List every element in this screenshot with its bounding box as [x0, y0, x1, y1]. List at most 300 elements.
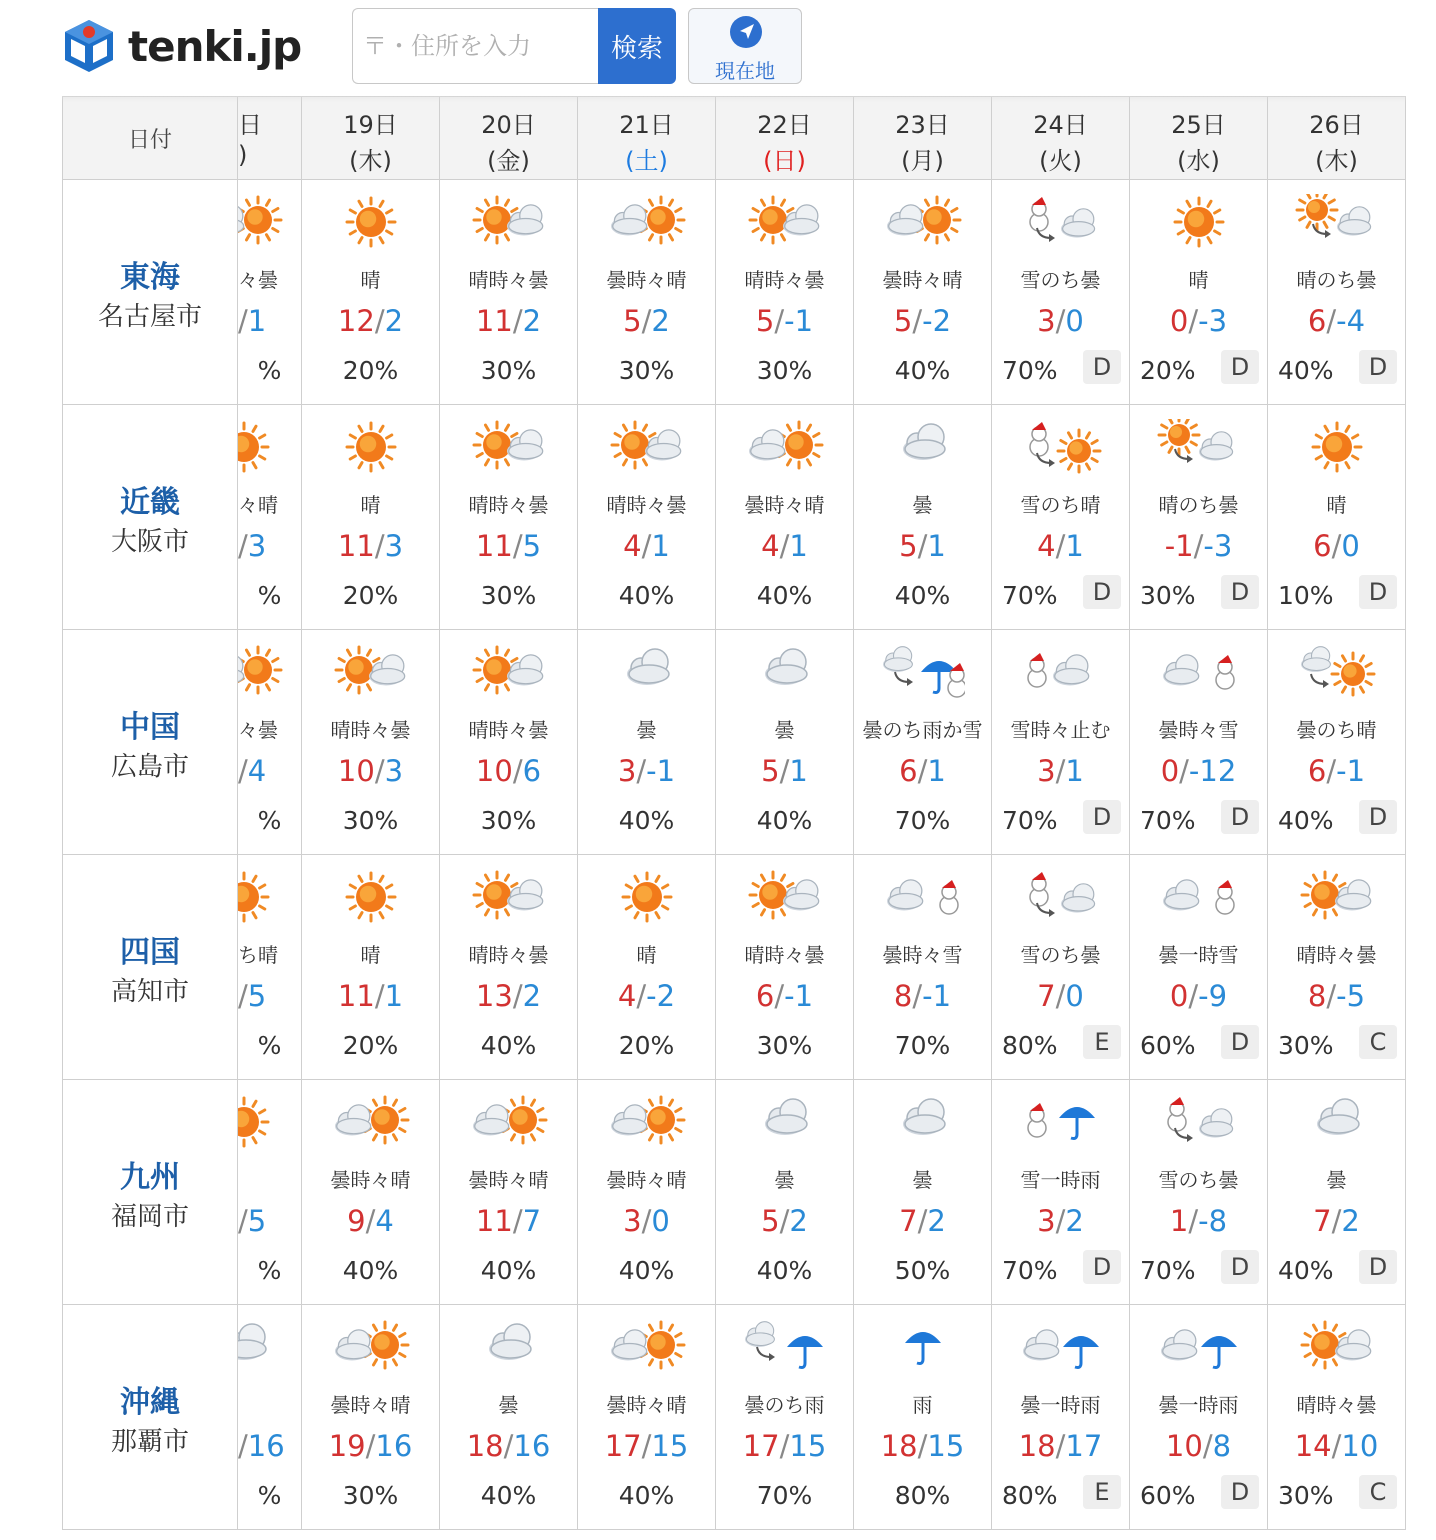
cloud-weather-icon: [605, 644, 689, 700]
search-button[interactable]: 検索: [598, 8, 676, 84]
region-name[interactable]: 沖縄: [120, 1385, 180, 1420]
day-header: [440, 96, 578, 180]
temperature: [238, 304, 266, 338]
weather-condition: 曇: [912, 493, 933, 517]
forecast-cell: [302, 855, 440, 1080]
precip-probability: 40%: [342, 1256, 399, 1285]
forecast-cell: [578, 855, 716, 1080]
temp-low: -8: [1198, 1204, 1228, 1238]
precip-probability: 70%: [1002, 581, 1058, 610]
temp-high: 11: [475, 529, 513, 563]
temp-separator: /: [238, 754, 248, 788]
temp-separator: /: [917, 1429, 928, 1463]
temp-high: 6: [899, 754, 918, 788]
reliability-badge: D: [1083, 350, 1121, 384]
temperature: [238, 1204, 266, 1238]
temp-high: 18: [1018, 1429, 1056, 1463]
temp-high: 10: [337, 754, 375, 788]
sun-cloud-weather-icon: [743, 869, 827, 925]
temp-separator: /: [503, 1429, 514, 1463]
precip-probability: %: [257, 1256, 282, 1285]
temp-high: 7: [899, 1204, 918, 1238]
temp-low: -1: [784, 304, 814, 338]
temperature: [716, 754, 853, 788]
region-label[interactable]: [62, 855, 238, 1080]
day-of-week: ): [238, 141, 248, 169]
temp-high: 5: [623, 304, 642, 338]
region-name[interactable]: 中国: [120, 710, 180, 745]
forecast-cell: [992, 855, 1130, 1080]
weather-condition: 晴時々曇: [1296, 943, 1377, 967]
forecast-cell: [302, 1080, 440, 1305]
precip-probability: %: [257, 356, 282, 385]
temp-low: 3: [384, 754, 404, 788]
temp-separator: /: [779, 529, 790, 563]
temp-high: 18: [880, 1429, 918, 1463]
logo-text: tenki.jp: [128, 21, 302, 71]
forecast-cell: [992, 180, 1130, 405]
reliability-badge: D: [1221, 1250, 1259, 1284]
region-city: 福岡市: [110, 1202, 189, 1232]
temperature: [578, 304, 715, 338]
forecast-cell: [578, 1305, 716, 1530]
weather-condition: 曇のち雨: [744, 1393, 825, 1417]
precip-probability: 40%: [618, 1256, 675, 1285]
temp-low: 1: [1065, 754, 1084, 788]
weather-condition: 曇時々晴: [330, 1168, 411, 1192]
temp-low: 2: [1065, 1204, 1084, 1238]
snow-rain-weather-icon: [1019, 1094, 1103, 1150]
weather-condition: 曇時々晴: [606, 1393, 687, 1417]
temp-low: 1: [651, 529, 670, 563]
cloud-sun-weather-icon: [238, 194, 286, 250]
temp-high: 5: [893, 304, 913, 338]
temp-low: 5: [247, 979, 267, 1013]
temp-high: 3: [1037, 304, 1056, 338]
forecast-cell: [992, 1080, 1130, 1305]
reliability-badge: D: [1221, 575, 1259, 609]
temperature: [1268, 1429, 1405, 1463]
reliability-badge: D: [1221, 350, 1259, 384]
temperature: [578, 754, 715, 788]
temperature: [1130, 979, 1267, 1013]
snow-then-cloud-weather-icon: [1019, 194, 1103, 250]
weather-condition: 晴: [360, 493, 381, 517]
temp-separator: /: [1055, 1204, 1066, 1238]
forecast-cell: [854, 630, 992, 855]
forecast-cell: [716, 1080, 854, 1305]
day-date: 23日: [895, 111, 950, 139]
forecast-cell: [992, 630, 1130, 855]
temp-separator: /: [374, 979, 385, 1013]
temperature: [440, 979, 577, 1013]
forecast-cell: [238, 855, 302, 1080]
temp-high: 11: [475, 1204, 513, 1238]
cloud-weather-icon: [743, 644, 827, 700]
temp-high: 17: [742, 1429, 780, 1463]
cloud-then-rainsnow-weather-icon: [881, 644, 965, 700]
temp-low: 2: [522, 304, 542, 338]
forecast-cell: [1268, 405, 1406, 630]
temperature: [992, 754, 1129, 788]
cloud-sun-weather-icon: [238, 644, 286, 700]
precip-probability: 80%: [1002, 1481, 1058, 1510]
reliability-badge: D: [1359, 350, 1397, 384]
forecast-cell: [440, 855, 578, 1080]
temp-low: 5: [247, 1204, 267, 1238]
weather-condition: 晴: [360, 943, 381, 967]
temp-low: 3: [384, 529, 404, 563]
temperature: [1268, 1204, 1405, 1238]
temp-separator: /: [1326, 754, 1337, 788]
temperature: [440, 304, 577, 338]
weather-condition: 々晴: [238, 493, 278, 517]
forecast-cell: [1130, 1305, 1268, 1530]
temp-high: 17: [604, 1429, 642, 1463]
temp-low: 0: [1065, 979, 1084, 1013]
reliability-badge: D: [1221, 1475, 1259, 1509]
temp-separator: /: [238, 529, 248, 563]
temperature: [992, 1429, 1129, 1463]
sun-weather-icon: [605, 869, 689, 925]
temperature: [1268, 979, 1405, 1013]
precip-probability: 50%: [894, 1256, 951, 1285]
temperature: [854, 1429, 991, 1463]
sun-cloud-weather-icon: [1295, 1319, 1379, 1375]
weather-condition: 曇時々晴: [468, 1168, 549, 1192]
forecast-cell: [440, 1305, 578, 1530]
location-arrow-icon: [729, 15, 763, 49]
temp-low: 2: [789, 1204, 808, 1238]
weather-condition: 曇時々晴: [606, 268, 687, 292]
precip-probability: 60%: [1140, 1031, 1196, 1060]
weather-condition: 曇一時雪: [1158, 943, 1239, 967]
temp-high: 6: [1307, 754, 1327, 788]
temp-separator: /: [1055, 529, 1066, 563]
temp-separator: /: [238, 1204, 248, 1238]
forecast-cell: [440, 630, 578, 855]
forecast-cell: [854, 1080, 992, 1305]
temp-low: 1: [247, 304, 267, 338]
snow-then-cloud-weather-icon: [1019, 869, 1103, 925]
current-location-label: 現在地: [715, 59, 775, 83]
forecast-cell: [440, 1080, 578, 1305]
temp-low: 15: [651, 1429, 689, 1463]
temp-low: -1: [784, 979, 814, 1013]
temp-low: 1: [927, 754, 946, 788]
temp-separator: /: [512, 754, 523, 788]
temp-separator: /: [774, 979, 785, 1013]
temp-low: 16: [513, 1429, 551, 1463]
precip-probability: 60%: [1140, 1481, 1196, 1510]
forecast-cell: [992, 1305, 1130, 1530]
temperature: [1130, 754, 1267, 788]
forecast-cell: [1130, 180, 1268, 405]
precip-probability: 40%: [1278, 1256, 1334, 1285]
precip-probability: 20%: [342, 581, 399, 610]
date-header: 日付: [62, 96, 238, 180]
day-date: 20日: [481, 111, 536, 139]
temp-high: 7: [1037, 979, 1056, 1013]
sun-weather-icon: [1157, 194, 1241, 250]
region-name[interactable]: 近畿: [120, 485, 180, 520]
temp-separator: /: [238, 304, 248, 338]
temperature: [238, 529, 266, 563]
forecast-cell: [1268, 855, 1406, 1080]
day-of-week: (日): [763, 147, 806, 175]
temp-high: 4: [623, 529, 642, 563]
temp-low: 5: [522, 529, 542, 563]
precip-probability: 40%: [480, 1481, 537, 1510]
weather-condition: 曇時々雪: [1158, 718, 1239, 742]
cloud-then-sun-weather-icon: [1295, 644, 1379, 700]
day-of-week: (金): [487, 147, 530, 175]
temp-high: 11: [337, 979, 375, 1013]
temperature: [716, 304, 853, 338]
temp-low: 1: [789, 529, 808, 563]
cloud-weather-icon: [238, 1319, 286, 1375]
temp-high: 18: [466, 1429, 504, 1463]
region-label[interactable]: [62, 630, 238, 855]
temp-high: 5: [899, 529, 918, 563]
region-name[interactable]: 四国: [120, 935, 180, 970]
forecast-cell: [716, 180, 854, 405]
reliability-badge: C: [1359, 1025, 1397, 1059]
day-date: 22日: [757, 111, 812, 139]
weather-condition: 雪のち曇: [1158, 1168, 1239, 1192]
region-city: 大阪市: [110, 527, 189, 557]
region-name[interactable]: 九州: [120, 1160, 180, 1195]
day-date: 19日: [343, 111, 398, 139]
temp-low: -4: [1336, 304, 1366, 338]
precip-probability: 40%: [480, 1256, 537, 1285]
precip-probability: 40%: [894, 356, 951, 385]
reliability-badge: D: [1083, 800, 1121, 834]
precip-probability: 40%: [756, 581, 813, 610]
cloud-sun-weather-icon: [605, 1094, 689, 1150]
temperature: [854, 1204, 991, 1238]
precip-probability: %: [257, 1031, 282, 1060]
temperature: [716, 529, 853, 563]
precip-probability: 70%: [1002, 356, 1058, 385]
weather-condition: 晴: [360, 268, 381, 292]
temp-low: 16: [375, 1429, 413, 1463]
temp-high: 5: [761, 1204, 780, 1238]
temp-high: 10: [475, 754, 513, 788]
sun-weather-icon: [238, 1094, 286, 1150]
weather-condition: 晴のち曇: [1158, 493, 1239, 517]
region-label[interactable]: [62, 1305, 238, 1530]
cloud-snow-weather-icon: [1157, 644, 1241, 700]
day-date: 25日: [1171, 111, 1226, 139]
weather-condition: 晴時々曇: [468, 943, 549, 967]
precip-probability: 40%: [756, 1256, 813, 1285]
sun-then-cloud-weather-icon: [1295, 194, 1379, 250]
temp-low: -1: [922, 979, 952, 1013]
temp-separator: /: [1331, 1204, 1342, 1238]
forecast-cell: [302, 405, 440, 630]
forecast-cell: [238, 1080, 302, 1305]
temp-separator: /: [779, 754, 790, 788]
temperature: [302, 754, 439, 788]
temp-separator: /: [779, 1429, 790, 1463]
temp-high: 0: [1169, 979, 1189, 1013]
temp-low: -2: [646, 979, 676, 1013]
weather-condition: 雨: [912, 1393, 933, 1417]
sun-cloud-weather-icon: [605, 419, 689, 475]
temp-low: 7: [522, 1204, 542, 1238]
weather-condition: 雪のち曇: [1020, 943, 1101, 967]
logo-icon: [60, 17, 118, 75]
temp-separator: /: [238, 1429, 248, 1463]
temp-high: 6: [1313, 529, 1332, 563]
weekly-forecast-table: [62, 96, 1406, 1532]
precip-probability: 40%: [1278, 806, 1334, 835]
temp-high: 7: [1313, 1204, 1332, 1238]
temp-high: 3: [1037, 1204, 1056, 1238]
temp-low: -3: [1203, 529, 1233, 563]
temp-low: -3: [1198, 304, 1228, 338]
weather-condition: 曇時々晴: [606, 1168, 687, 1192]
cloud-snow-weather-icon: [1157, 869, 1241, 925]
forecast-cell: [1130, 630, 1268, 855]
weather-condition: 曇時々晴: [882, 268, 963, 292]
reliability-badge: D: [1359, 1250, 1397, 1284]
cloud-weather-icon: [467, 1319, 551, 1375]
temp-low: 0: [1341, 529, 1360, 563]
cloud-weather-icon: [881, 419, 965, 475]
temp-separator: /: [636, 754, 647, 788]
temperature: [1268, 754, 1405, 788]
temp-high: 8: [893, 979, 913, 1013]
rain-weather-icon: [881, 1319, 965, 1375]
region-city: 名古屋市: [97, 302, 202, 332]
region-label[interactable]: [62, 405, 238, 630]
tenki-logo[interactable]: [60, 14, 301, 78]
temperature: [238, 979, 266, 1013]
region-label[interactable]: [62, 1080, 238, 1305]
temp-separator: /: [641, 529, 652, 563]
temp-high: 14: [1294, 1429, 1332, 1463]
temp-high: 5: [761, 754, 780, 788]
temp-separator: /: [636, 979, 647, 1013]
temperature: [992, 529, 1129, 563]
precip-probability: 70%: [894, 1031, 951, 1060]
precip-probability: 40%: [618, 581, 675, 610]
temp-low: 4: [247, 754, 267, 788]
region-name[interactable]: 東海: [120, 260, 180, 295]
temperature: [1130, 529, 1267, 563]
temp-high: 4: [1037, 529, 1056, 563]
day-of-week: (土): [625, 147, 668, 175]
temp-high: 11: [475, 304, 513, 338]
precip-probability: 80%: [1002, 1031, 1058, 1060]
temp-high: 10: [1165, 1429, 1203, 1463]
precip-probability: 70%: [1002, 1256, 1058, 1285]
sun-cloud-weather-icon: [743, 194, 827, 250]
weather-condition: 晴時々曇: [744, 268, 825, 292]
forecast-cell: [578, 180, 716, 405]
precip-probability: 30%: [342, 806, 399, 835]
current-location-button[interactable]: [688, 8, 802, 84]
temp-low: 15: [789, 1429, 827, 1463]
temp-low: 2: [522, 979, 542, 1013]
forecast-cell: [302, 1305, 440, 1530]
temp-high: 0: [1160, 754, 1180, 788]
temp-separator: /: [1179, 754, 1189, 788]
forecast-cell: [238, 405, 302, 630]
temperature: [992, 979, 1129, 1013]
temp-high: 6: [755, 979, 775, 1013]
temp-separator: /: [912, 304, 923, 338]
forecast-cell: [716, 630, 854, 855]
temp-low: -5: [1336, 979, 1366, 1013]
sun-cloud-weather-icon: [467, 194, 551, 250]
region-city: 広島市: [110, 752, 189, 782]
precip-probability: 30%: [1140, 581, 1196, 610]
forecast-cell: [238, 630, 302, 855]
temp-high: 4: [761, 529, 780, 563]
temp-high: 6: [1307, 304, 1327, 338]
temperature: [302, 1204, 439, 1238]
forecast-cell: [1130, 1080, 1268, 1305]
reliability-badge: D: [1359, 575, 1397, 609]
day-of-week: (木): [1315, 147, 1358, 175]
temp-low: 1: [789, 754, 808, 788]
weather-condition: 雪一時雨: [1020, 1168, 1101, 1192]
weather-condition: 曇: [774, 1168, 795, 1192]
temp-separator: /: [512, 1204, 523, 1238]
temp-low: 6: [522, 754, 542, 788]
precip-probability: 30%: [1278, 1031, 1334, 1060]
snow-then-sun-weather-icon: [1019, 419, 1103, 475]
cloud-rain-weather-icon: [1157, 1319, 1241, 1375]
temperature: [302, 979, 439, 1013]
temp-low: 15: [927, 1429, 965, 1463]
temp-separator: /: [641, 1204, 652, 1238]
day-header: [854, 96, 992, 180]
sun-cloud-weather-icon: [1295, 869, 1379, 925]
weather-condition: 曇一時雨: [1020, 1393, 1101, 1417]
temp-separator: /: [1331, 529, 1342, 563]
temperature: [302, 1429, 439, 1463]
sun-weather-icon: [1295, 419, 1379, 475]
temp-high: 3: [1037, 754, 1056, 788]
day-header: [992, 96, 1130, 180]
day-header: [238, 96, 302, 180]
temp-high: 4: [617, 979, 637, 1013]
weather-condition: 曇: [498, 1393, 519, 1417]
temp-low: 8: [1212, 1429, 1232, 1463]
temp-separator: /: [365, 1204, 376, 1238]
precip-probability: %: [257, 581, 282, 610]
precip-probability: 30%: [756, 1031, 813, 1060]
temp-low: -1: [646, 754, 676, 788]
reliability-badge: D: [1221, 800, 1259, 834]
forecast-cell: [854, 855, 992, 1080]
weather-condition: 曇: [636, 718, 657, 742]
cloud-then-rain-weather-icon: [743, 1319, 827, 1375]
search-input[interactable]: [352, 8, 598, 84]
sun-weather-icon: [329, 419, 413, 475]
region-label[interactable]: [62, 180, 238, 405]
cloud-sun-weather-icon: [329, 1319, 413, 1375]
weather-condition: 曇のち雨か雪: [862, 718, 983, 742]
weather-condition: 晴のち曇: [1296, 268, 1377, 292]
temp-low: 10: [1341, 1429, 1379, 1463]
reliability-badge: D: [1221, 1025, 1259, 1059]
forecast-cell: [440, 180, 578, 405]
